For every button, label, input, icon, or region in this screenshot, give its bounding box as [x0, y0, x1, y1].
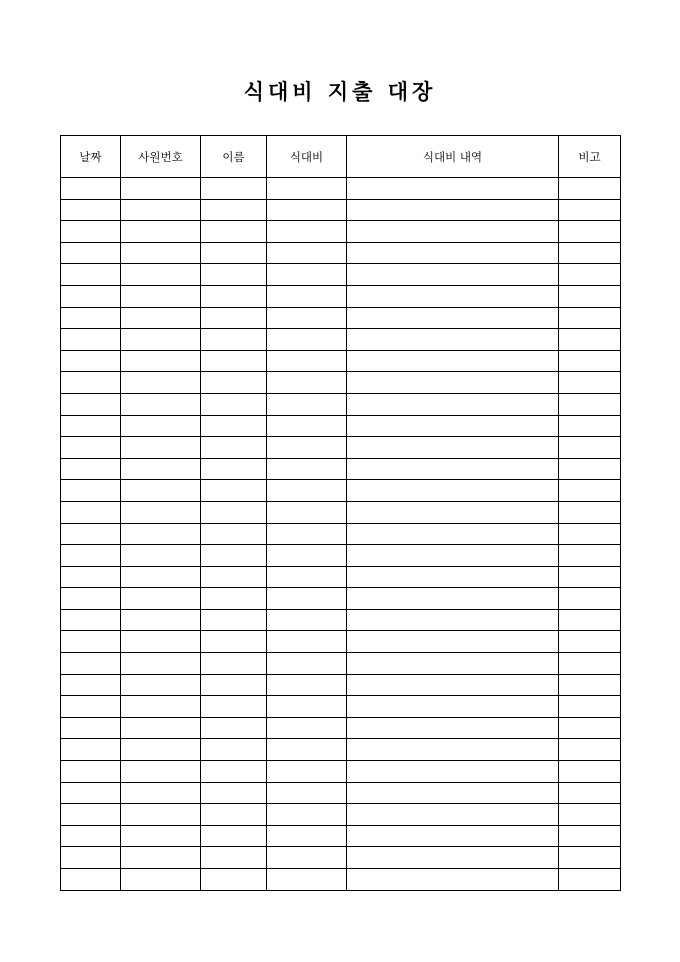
meal-cost-details-cell[interactable] — [347, 588, 559, 610]
remarks-cell[interactable] — [559, 307, 621, 329]
date-cell[interactable] — [61, 609, 121, 631]
table-row — [61, 350, 621, 372]
table-row — [61, 566, 621, 588]
table-row — [61, 847, 621, 869]
table-row — [61, 761, 621, 783]
name-cell[interactable] — [201, 825, 267, 847]
date-cell[interactable] — [61, 372, 121, 394]
meal-cost-details-cell[interactable] — [347, 804, 559, 826]
remarks-cell[interactable] — [559, 631, 621, 653]
name-cell[interactable] — [201, 696, 267, 718]
date-cell[interactable] — [61, 501, 121, 523]
date-cell[interactable] — [61, 588, 121, 610]
employee-number-cell[interactable] — [121, 437, 201, 459]
name-cell[interactable] — [201, 393, 267, 415]
date-cell[interactable] — [61, 178, 121, 200]
meal-cost-details-cell[interactable] — [347, 307, 559, 329]
remarks-cell[interactable] — [559, 545, 621, 567]
date-cell[interactable] — [61, 329, 121, 351]
date-cell[interactable] — [61, 458, 121, 480]
remarks-cell[interactable] — [559, 372, 621, 394]
name-cell[interactable] — [201, 372, 267, 394]
meal-cost-cell[interactable] — [267, 221, 347, 243]
employee-number-cell[interactable] — [121, 458, 201, 480]
employee-number-cell[interactable] — [121, 221, 201, 243]
date-cell[interactable] — [61, 307, 121, 329]
meal-cost-details-cell[interactable] — [347, 869, 559, 891]
table-header-row — [61, 136, 621, 178]
meal-cost-cell[interactable] — [267, 437, 347, 459]
date-cell[interactable] — [61, 545, 121, 567]
remarks-cell[interactable] — [559, 458, 621, 480]
remarks-cell[interactable] — [559, 501, 621, 523]
table-row — [61, 307, 621, 329]
meal-cost-details-cell[interactable] — [347, 631, 559, 653]
meal-cost-details-cell[interactable] — [347, 242, 559, 264]
table-row — [61, 329, 621, 351]
employee-number-cell[interactable] — [121, 523, 201, 545]
meal-cost-cell[interactable] — [267, 415, 347, 437]
meal-expense-table — [60, 135, 621, 891]
remarks-cell[interactable] — [559, 869, 621, 891]
meal-cost-details-cell[interactable] — [347, 285, 559, 307]
table-row — [61, 545, 621, 567]
table-row — [61, 415, 621, 437]
meal-cost-cell[interactable] — [267, 242, 347, 264]
name-cell[interactable] — [201, 717, 267, 739]
table-row — [61, 588, 621, 610]
meal-cost-details-cell[interactable] — [347, 501, 559, 523]
name-cell[interactable] — [201, 588, 267, 610]
employee-number-cell[interactable] — [121, 329, 201, 351]
employee-number-cell[interactable] — [121, 653, 201, 675]
name-cell[interactable] — [201, 545, 267, 567]
employee-number-cell[interactable] — [121, 545, 201, 567]
date-cell[interactable] — [61, 631, 121, 653]
name-cell[interactable] — [201, 415, 267, 437]
remarks-cell[interactable] — [559, 825, 621, 847]
name-cell[interactable] — [201, 501, 267, 523]
meal-cost-cell[interactable] — [267, 307, 347, 329]
employee-number-cell[interactable] — [121, 566, 201, 588]
date-cell[interactable] — [61, 761, 121, 783]
remarks-cell[interactable] — [559, 242, 621, 264]
meal-cost-cell[interactable] — [267, 501, 347, 523]
meal-cost-details-cell[interactable] — [347, 761, 559, 783]
date-cell[interactable] — [61, 696, 121, 718]
meal-cost-details-cell[interactable] — [347, 329, 559, 351]
table-row — [61, 825, 621, 847]
name-cell[interactable] — [201, 178, 267, 200]
meal-cost-cell[interactable] — [267, 717, 347, 739]
name-cell[interactable] — [201, 739, 267, 761]
remarks-cell[interactable] — [559, 221, 621, 243]
name-cell[interactable] — [201, 437, 267, 459]
column-header-remarks: 비고 — [559, 136, 621, 178]
meal-cost-details-cell[interactable] — [347, 782, 559, 804]
employee-number-cell[interactable] — [121, 696, 201, 718]
employee-number-cell[interactable] — [121, 199, 201, 221]
employee-number-cell[interactable] — [121, 869, 201, 891]
remarks-cell[interactable] — [559, 782, 621, 804]
meal-cost-cell[interactable] — [267, 285, 347, 307]
date-cell[interactable] — [61, 350, 121, 372]
remarks-cell[interactable] — [559, 761, 621, 783]
table-row — [61, 696, 621, 718]
remarks-cell[interactable] — [559, 696, 621, 718]
meal-cost-cell[interactable] — [267, 523, 347, 545]
meal-cost-cell[interactable] — [267, 178, 347, 200]
column-header-employee-number: 사원번호 — [121, 136, 201, 178]
meal-cost-cell[interactable] — [267, 869, 347, 891]
table-row — [61, 674, 621, 696]
remarks-cell[interactable] — [559, 264, 621, 286]
meal-cost-cell[interactable] — [267, 782, 347, 804]
meal-cost-cell[interactable] — [267, 609, 347, 631]
table-row — [61, 372, 621, 394]
meal-cost-details-cell[interactable] — [347, 523, 559, 545]
meal-cost-details-cell[interactable] — [347, 199, 559, 221]
meal-cost-details-cell[interactable] — [347, 696, 559, 718]
name-cell[interactable] — [201, 653, 267, 675]
remarks-cell[interactable] — [559, 393, 621, 415]
employee-number-cell[interactable] — [121, 307, 201, 329]
meal-cost-cell[interactable] — [267, 566, 347, 588]
name-cell[interactable] — [201, 804, 267, 826]
meal-cost-details-cell[interactable] — [347, 415, 559, 437]
meal-cost-details-cell[interactable] — [347, 458, 559, 480]
meal-cost-details-cell[interactable] — [347, 739, 559, 761]
meal-cost-details-cell[interactable] — [347, 178, 559, 200]
employee-number-cell[interactable] — [121, 588, 201, 610]
remarks-cell[interactable] — [559, 178, 621, 200]
employee-number-cell[interactable] — [121, 717, 201, 739]
remarks-cell[interactable] — [559, 674, 621, 696]
remarks-cell[interactable] — [559, 415, 621, 437]
meal-cost-details-cell[interactable] — [347, 717, 559, 739]
meal-cost-cell[interactable] — [267, 350, 347, 372]
employee-number-cell[interactable] — [121, 501, 201, 523]
date-cell[interactable] — [61, 847, 121, 869]
meal-cost-cell[interactable] — [267, 393, 347, 415]
name-cell[interactable] — [201, 458, 267, 480]
table-row — [61, 393, 621, 415]
employee-number-cell[interactable] — [121, 350, 201, 372]
table-row — [61, 285, 621, 307]
remarks-cell[interactable] — [559, 523, 621, 545]
employee-number-cell[interactable] — [121, 825, 201, 847]
name-cell[interactable] — [201, 285, 267, 307]
name-cell[interactable] — [201, 782, 267, 804]
meal-cost-details-cell[interactable] — [347, 264, 559, 286]
meal-cost-cell[interactable] — [267, 199, 347, 221]
meal-cost-cell[interactable] — [267, 804, 347, 826]
table-row — [61, 869, 621, 891]
table-row — [61, 523, 621, 545]
employee-number-cell[interactable] — [121, 264, 201, 286]
date-cell[interactable] — [61, 782, 121, 804]
name-cell[interactable] — [201, 566, 267, 588]
meal-cost-cell[interactable] — [267, 458, 347, 480]
date-cell[interactable] — [61, 415, 121, 437]
meal-cost-details-cell[interactable] — [347, 609, 559, 631]
date-cell[interactable] — [61, 825, 121, 847]
remarks-cell[interactable] — [559, 847, 621, 869]
meal-cost-cell[interactable] — [267, 653, 347, 675]
meal-cost-cell[interactable] — [267, 372, 347, 394]
remarks-cell[interactable] — [559, 566, 621, 588]
name-cell[interactable] — [201, 869, 267, 891]
employee-number-cell[interactable] — [121, 631, 201, 653]
date-cell[interactable] — [61, 717, 121, 739]
meal-cost-details-cell[interactable] — [347, 847, 559, 869]
table-row — [61, 609, 621, 631]
remarks-cell[interactable] — [559, 588, 621, 610]
date-cell[interactable] — [61, 221, 121, 243]
remarks-cell[interactable] — [559, 653, 621, 675]
meal-cost-cell[interactable] — [267, 825, 347, 847]
remarks-cell[interactable] — [559, 285, 621, 307]
employee-number-cell[interactable] — [121, 782, 201, 804]
table-row — [61, 458, 621, 480]
table-row — [61, 501, 621, 523]
meal-cost-cell[interactable] — [267, 631, 347, 653]
meal-cost-details-cell[interactable] — [347, 393, 559, 415]
table-row — [61, 264, 621, 286]
table-row — [61, 717, 621, 739]
remarks-cell[interactable] — [559, 480, 621, 502]
table-row — [61, 221, 621, 243]
employee-number-cell[interactable] — [121, 415, 201, 437]
date-cell[interactable] — [61, 566, 121, 588]
meal-cost-cell[interactable] — [267, 847, 347, 869]
column-header-date: 날짜 — [61, 136, 121, 178]
meal-cost-cell[interactable] — [267, 696, 347, 718]
date-cell[interactable] — [61, 199, 121, 221]
meal-cost-cell[interactable] — [267, 588, 347, 610]
table-row — [61, 739, 621, 761]
name-cell[interactable] — [201, 761, 267, 783]
page-title: 식대비 지출 대장 — [243, 79, 437, 104]
column-header-meal-cost-details: 식대비 내역 — [347, 136, 559, 178]
meal-cost-cell[interactable] — [267, 674, 347, 696]
name-cell[interactable] — [201, 329, 267, 351]
meal-cost-cell[interactable] — [267, 761, 347, 783]
meal-cost-cell[interactable] — [267, 480, 347, 502]
date-cell[interactable] — [61, 869, 121, 891]
name-cell[interactable] — [201, 307, 267, 329]
meal-cost-details-cell[interactable] — [347, 437, 559, 459]
meal-cost-details-cell[interactable] — [347, 372, 559, 394]
meal-cost-cell[interactable] — [267, 545, 347, 567]
meal-cost-details-cell[interactable] — [347, 480, 559, 502]
employee-number-cell[interactable] — [121, 609, 201, 631]
table-row — [61, 199, 621, 221]
table-row — [61, 437, 621, 459]
meal-cost-cell[interactable] — [267, 264, 347, 286]
employee-number-cell[interactable] — [121, 739, 201, 761]
name-cell[interactable] — [201, 674, 267, 696]
column-header-meal-cost: 식대비 — [267, 136, 347, 178]
table-row — [61, 178, 621, 200]
remarks-cell[interactable] — [559, 717, 621, 739]
table-row — [61, 242, 621, 264]
remarks-cell[interactable] — [559, 804, 621, 826]
table-row — [61, 653, 621, 675]
meal-cost-details-cell[interactable] — [347, 566, 559, 588]
employee-number-cell[interactable] — [121, 372, 201, 394]
name-cell[interactable] — [201, 350, 267, 372]
date-cell[interactable] — [61, 393, 121, 415]
remarks-cell[interactable] — [559, 609, 621, 631]
employee-number-cell[interactable] — [121, 393, 201, 415]
employee-number-cell[interactable] — [121, 674, 201, 696]
meal-cost-details-cell[interactable] — [347, 350, 559, 372]
meal-cost-details-cell[interactable] — [347, 825, 559, 847]
date-cell[interactable] — [61, 653, 121, 675]
date-cell[interactable] — [61, 480, 121, 502]
employee-number-cell[interactable] — [121, 804, 201, 826]
date-cell[interactable] — [61, 523, 121, 545]
table-row — [61, 804, 621, 826]
name-cell[interactable] — [201, 523, 267, 545]
date-cell[interactable] — [61, 739, 121, 761]
employee-number-cell[interactable] — [121, 285, 201, 307]
column-header-name: 이름 — [201, 136, 267, 178]
employee-number-cell[interactable] — [121, 847, 201, 869]
date-cell[interactable] — [61, 264, 121, 286]
remarks-cell[interactable] — [559, 350, 621, 372]
name-cell[interactable] — [201, 221, 267, 243]
name-cell[interactable] — [201, 242, 267, 264]
table-row — [61, 480, 621, 502]
employee-number-cell[interactable] — [121, 178, 201, 200]
name-cell[interactable] — [201, 609, 267, 631]
meal-cost-cell[interactable] — [267, 739, 347, 761]
meal-cost-details-cell[interactable] — [347, 221, 559, 243]
employee-number-cell[interactable] — [121, 242, 201, 264]
table-row — [61, 631, 621, 653]
name-cell[interactable] — [201, 631, 267, 653]
name-cell[interactable] — [201, 480, 267, 502]
meal-cost-details-cell[interactable] — [347, 653, 559, 675]
meal-cost-details-cell[interactable] — [347, 545, 559, 567]
date-cell[interactable] — [61, 804, 121, 826]
remarks-cell[interactable] — [559, 739, 621, 761]
employee-number-cell[interactable] — [121, 480, 201, 502]
table-row — [61, 782, 621, 804]
date-cell[interactable] — [61, 242, 121, 264]
meal-cost-cell[interactable] — [267, 329, 347, 351]
employee-number-cell[interactable] — [121, 761, 201, 783]
meal-cost-details-cell[interactable] — [347, 674, 559, 696]
remarks-cell[interactable] — [559, 329, 621, 351]
name-cell[interactable] — [201, 264, 267, 286]
remarks-cell[interactable] — [559, 437, 621, 459]
name-cell[interactable] — [201, 847, 267, 869]
date-cell[interactable] — [61, 285, 121, 307]
date-cell[interactable] — [61, 437, 121, 459]
name-cell[interactable] — [201, 199, 267, 221]
remarks-cell[interactable] — [559, 199, 621, 221]
date-cell[interactable] — [61, 674, 121, 696]
